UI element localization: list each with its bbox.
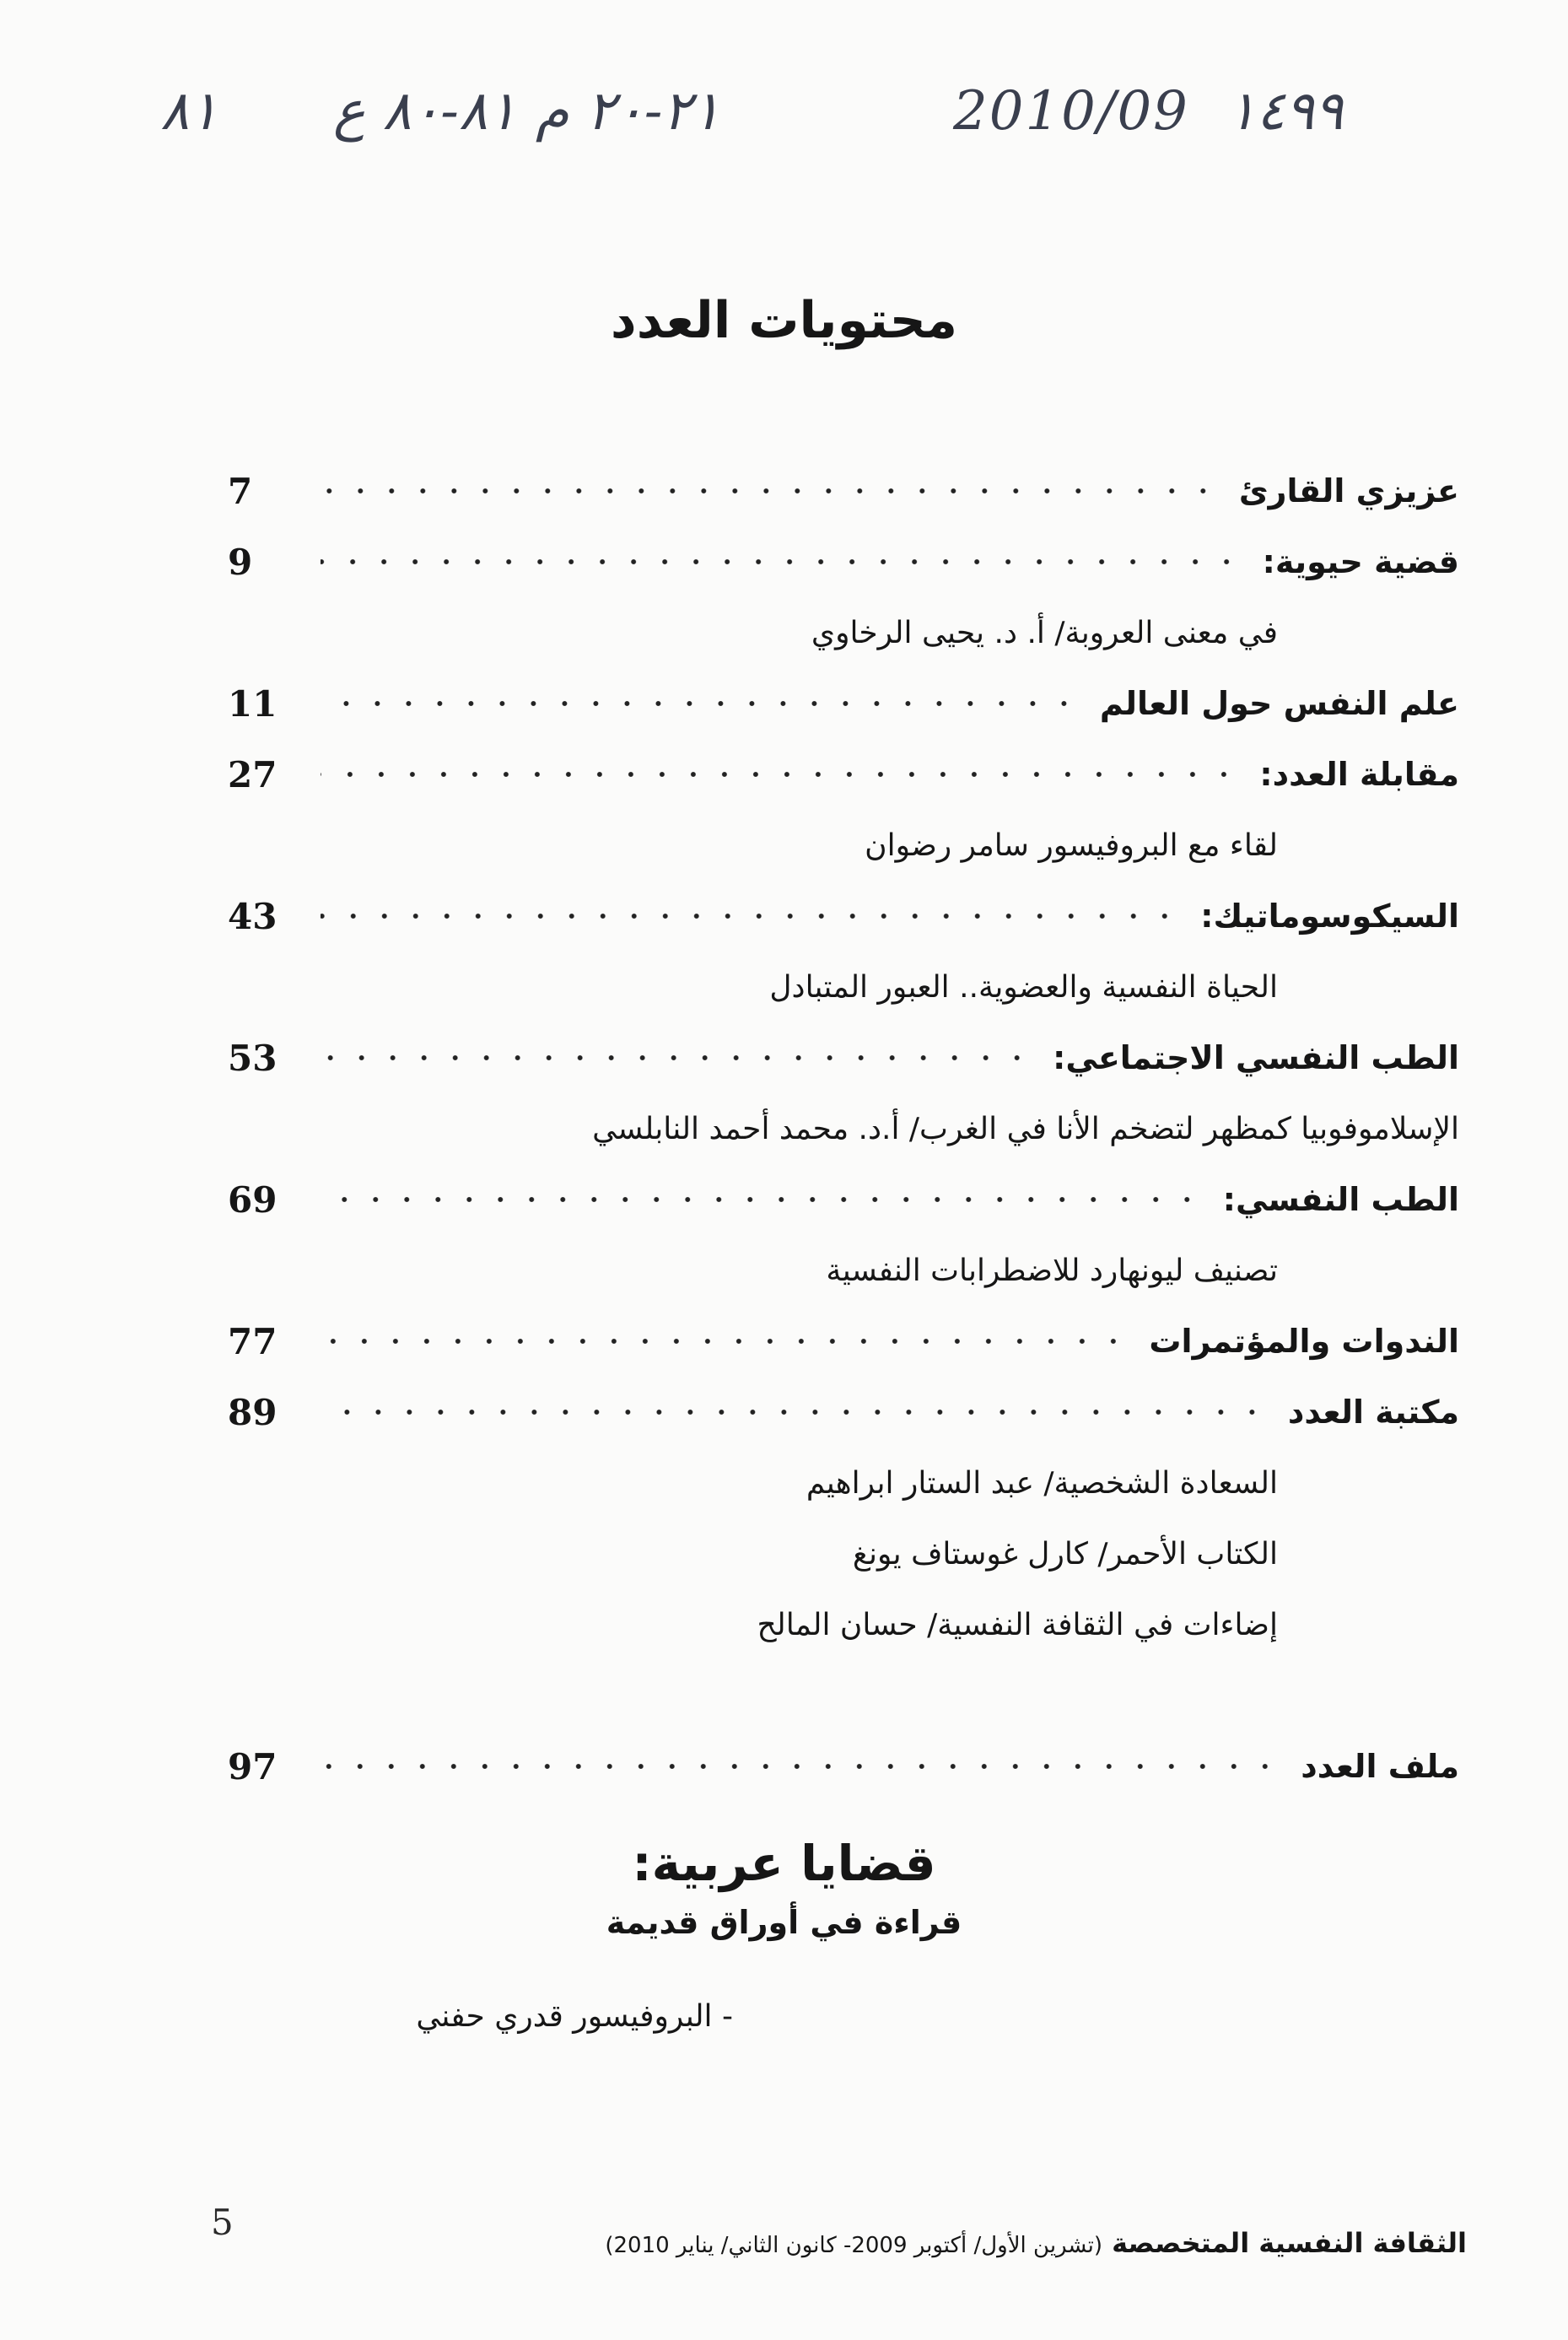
toc-entry-title: قضية حيوية: — [1262, 543, 1459, 580]
toc-subentry-title: تصنيف ليونهارد للاضطرابات النفسية — [826, 1253, 1278, 1288]
toc-entry-title: مقابلة العدد: — [1259, 756, 1459, 793]
footer — [605, 2227, 1467, 2259]
toc-page-number: 97 — [228, 1745, 277, 1787]
toc-subentry — [228, 952, 1459, 1022]
toc-entry-title: الطب النفسي: — [1222, 1181, 1459, 1218]
toc-entry-title: السيكوسوماتيك: — [1200, 898, 1459, 935]
toc-page-number: 7 — [228, 470, 253, 512]
dot-leader — [321, 770, 1239, 779]
dot-leader — [321, 487, 1219, 495]
toc-entry — [228, 668, 1459, 739]
toc-subentry — [228, 1518, 1459, 1589]
toc-subentry — [228, 1448, 1459, 1518]
section-author: - البروفيسور قدري حفني — [416, 1999, 733, 2034]
handwritten-date: 2010/09 — [953, 80, 1189, 143]
section-subheading: قراءة في أوراق قديمة — [606, 1904, 962, 1941]
toc-subentry — [228, 1093, 1459, 1164]
toc-entry-title: عزيزي القارئ — [1238, 472, 1459, 510]
toc-page-number: 77 — [228, 1320, 277, 1362]
toc-entry-title: ملف العدد — [1301, 1748, 1459, 1785]
toc-page-number: 27 — [228, 753, 277, 795]
page-title: محتويات العدد — [610, 291, 958, 350]
handwritten-number: ١٤٩٩ — [1227, 80, 1344, 143]
section-heading: قضايا عربية: — [632, 1835, 936, 1892]
toc-entry — [228, 881, 1459, 952]
toc-subentry-title: الحياة النفسية والعضوية.. العبور المتبادل — [769, 969, 1278, 1005]
handwritten-note: ٨١ — [160, 80, 218, 143]
dot-leader — [321, 1408, 1268, 1416]
toc-subentry-title: السعادة الشخصية/ عبد الستار ابراهيم — [806, 1465, 1278, 1501]
dot-leader — [321, 1337, 1129, 1345]
toc-entry — [228, 739, 1459, 810]
spacer — [228, 1660, 1459, 1731]
toc-subentry — [228, 1589, 1459, 1660]
toc-subentry-title: الكتاب الأحمر/ كارل غوستاف يونغ — [852, 1536, 1278, 1572]
toc-page-number: 9 — [228, 541, 253, 583]
dot-leader — [321, 1762, 1280, 1771]
toc-entry — [228, 1731, 1459, 1802]
dot-leader — [321, 912, 1180, 920]
toc-entry-title: مكتبة العدد — [1287, 1394, 1459, 1431]
toc-entry-title: علم النفس حول العالم — [1099, 685, 1459, 722]
toc-page-number: 43 — [228, 895, 277, 937]
dot-leader — [321, 699, 1080, 708]
toc-page-number: 89 — [228, 1391, 277, 1433]
dot-leader — [321, 1195, 1203, 1204]
toc-entry — [228, 456, 1459, 526]
toc-subentry — [228, 1235, 1459, 1306]
toc-subentry — [228, 597, 1459, 668]
toc-page-number: 53 — [228, 1037, 277, 1079]
dot-leader — [321, 558, 1242, 566]
handwritten-note: ٢١-٢٠ م — [536, 80, 721, 143]
table-of-contents — [228, 456, 1459, 1802]
toc-subentry-title: إضاءات في الثقافة النفسية/ حسان المالح — [757, 1607, 1278, 1642]
arab-issues-section — [0, 1835, 1568, 2034]
toc-subentry — [228, 810, 1459, 881]
toc-entry — [228, 1022, 1459, 1093]
handwritten-note: ٨١-٨٠ ع — [333, 80, 517, 143]
toc-entry-title: الطب النفسي الاجتماعي: — [1053, 1039, 1459, 1076]
toc-page-number: 69 — [228, 1178, 277, 1221]
page-number: 5 — [211, 2202, 234, 2243]
toc-entry — [228, 526, 1459, 597]
toc-entry — [228, 1377, 1459, 1448]
toc-subentry-title: لقاء مع البروفيسور سامر رضوان — [865, 828, 1278, 863]
toc-subentry-title: في معنى العروبة/ أ. د. يحيى الرخاوي — [811, 615, 1278, 650]
toc-subentry-title: الإسلاموفوبيا كمظهر لتضخم الأنا في الغرب/ أ.د. محمد أحمد النابلسي — [592, 1111, 1459, 1146]
toc-entry — [228, 1164, 1459, 1235]
toc-entry — [228, 1306, 1459, 1377]
journal-name: الثقافة النفسية المتخصصة — [1112, 2227, 1467, 2259]
toc-entry-title: الندوات والمؤتمرات — [1149, 1323, 1459, 1360]
toc-page-number: 11 — [228, 682, 277, 725]
issue-date: (تشرين الأول/ أكتوبر 2009- كانون الثاني/ يناير 2010) — [605, 2233, 1102, 2258]
dot-leader — [321, 1054, 1032, 1062]
